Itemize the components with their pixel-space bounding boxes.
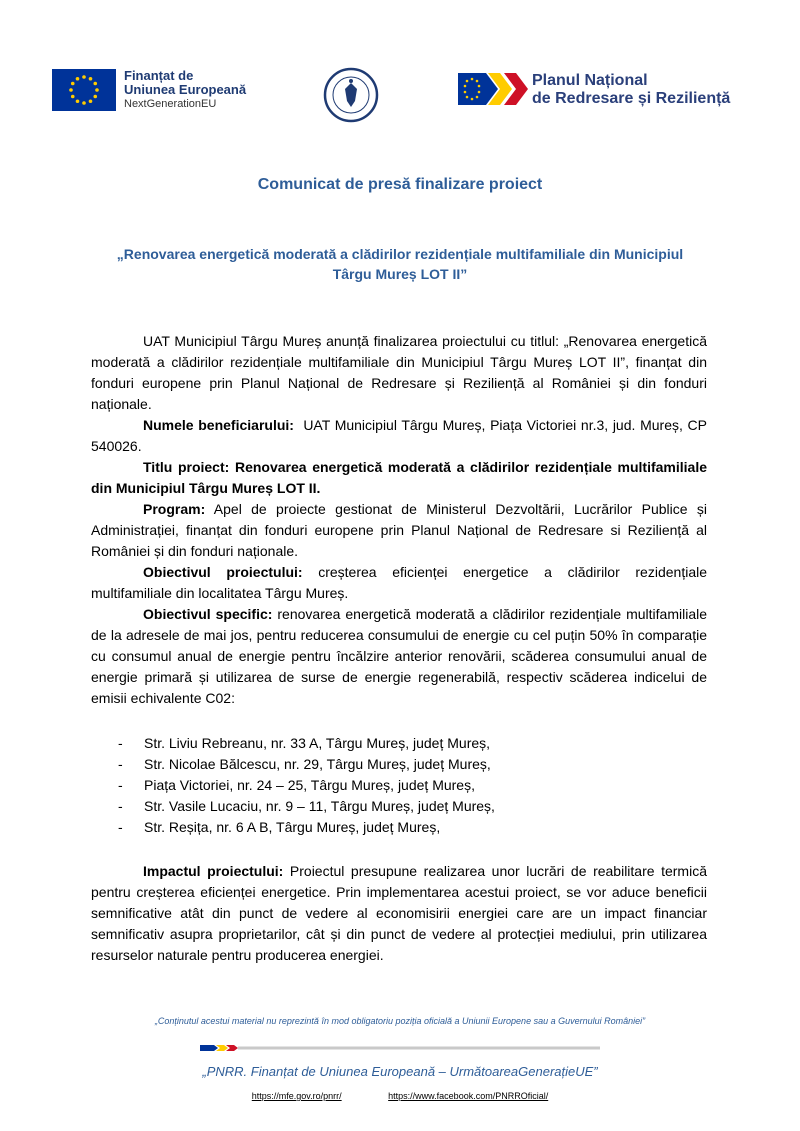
- footer-links: [0, 1091, 800, 1101]
- eu-star: [71, 82, 75, 86]
- beneficiary-paragraph: [91, 415, 707, 457]
- list-item: - Piața Victoriei, nr. 24 – 25, Târgu Mureș, județ Mureș,: [118, 775, 495, 796]
- subtitle-line2: Târgu Mureș LOT II”: [332, 266, 468, 282]
- beneficiary-value: UAT Municipiul Târgu Mureș, Piața Victoriei nr.3, jud. Mureș, CP 540026.: [91, 417, 707, 454]
- eu-star: [76, 99, 80, 103]
- footer-slogan: „PNRR. Finanțat de Uniunea Europeană – UrmătoareaGenerațieUE”: [202, 1064, 598, 1079]
- program-value: Apel de proiecte gestionat de Ministerul Dezvoltării, Lucrărilor Publice și Administrației, finanțat din fonduri europene prin Planul Național de Redresare si Reziliență al României și din fonduri naționale.: [91, 501, 708, 559]
- project-title-value: Renovarea energetică moderată a clădirilor rezidențiale multifamiliale din Municipiul Târgu Mureș LOT II.: [91, 459, 707, 496]
- project-title-paragraph: [91, 457, 707, 499]
- list-item: - Str. Vasile Lucaciu, nr. 9 – 11, Târgu Mureș, județ Mureș,: [118, 796, 495, 817]
- program-label: Program:: [143, 501, 206, 517]
- pnrr-logo-line2: de Redresare și Reziliență: [532, 90, 731, 107]
- list-item: - Str. Nicolae Bălcescu, nr. 29, Târgu Mureș, județ Mureș,: [118, 754, 495, 775]
- eu-star: [89, 99, 93, 103]
- specific-objective-paragraph: [91, 604, 707, 709]
- pnrr-logo-line1: Planul Național: [532, 72, 648, 89]
- eu-logo-line3: NextGenerationEU: [124, 98, 217, 110]
- impact-paragraph: [91, 861, 707, 966]
- eu-star: [82, 75, 86, 79]
- page-title: Comunicat de presă finalizare proiect: [257, 176, 543, 193]
- footer-disclaimer: „Conținutul acestui material nu reprezintă în mod obligatoriu poziția oficială a Uniunii Europene sau a Guvernului României”: [154, 1016, 646, 1026]
- list-item: - Str. Reșița, nr. 6 A B, Târgu Mureș, județ Mureș,: [118, 817, 495, 838]
- beneficiary-label: Numele beneficiarului:: [143, 417, 294, 433]
- eu-flag-icon: [52, 69, 116, 111]
- intro-paragraph: UAT Municipiul Târgu Mureș anunță finalizarea proiectului cu titlul: „Renovarea energetică moderată a clădirilor rezidențiale multifamiliale din Municipiul Târgu Mureș LOT II”, finanțat din fonduri europene prin Planul Național de Redresare și Reziliență al României și din fonduri naționale.: [91, 333, 707, 412]
- impact-section: [91, 861, 707, 966]
- address-list: [118, 733, 495, 838]
- footer-flag-bar: [200, 1045, 600, 1051]
- eu-star: [89, 77, 93, 81]
- project-subtitle: [100, 244, 700, 284]
- objective-value: creșterea eficienței energetice a clădirilor rezidențiale multifamiliale din localitatea Târgu Mureș.: [91, 564, 707, 601]
- eu-star: [93, 95, 97, 99]
- objective-label: Obiectivul proiectului:: [143, 564, 303, 580]
- eu-funding-logo: [52, 69, 277, 111]
- objective-paragraph: [91, 562, 707, 604]
- specific-objective-value: renovarea energetică moderată a clădirilor rezidențiale multifamiliale de la adresele de mai jos, pentru reducerea consumului de energie cu cel puțin 50% în comparație cu consumul anual de energie pentru încălzire anterior renovării, scăderea consumului anual de energie primară și utilizarea de surse de energie regenerabilă, respectiv scăderea indicelui de emisii echivalente C02:: [91, 606, 708, 706]
- subtitle-line1: „Renovarea energetică moderată a clădirilor rezidențiale multifamiliale din Municipiul: [116, 246, 684, 262]
- project-title-label: Titlu proiect:: [143, 459, 230, 475]
- pnrr-logo: [458, 71, 758, 111]
- eu-logo-line2: Uniunea Europeană: [124, 82, 247, 97]
- press-release-body: [91, 331, 707, 709]
- eu-star: [76, 77, 80, 81]
- eu-star: [95, 88, 99, 92]
- eu-logo-line1: Finanțat de: [124, 68, 194, 83]
- eu-star: [69, 88, 73, 92]
- impact-label: Impactul proiectului:: [143, 863, 284, 879]
- guvernul-romaniei-seal: [323, 67, 379, 123]
- impact-value: Proiectul presupune realizarea unor lucrări de reabilitare termică pentru creșterea eficienței energetice. Prin implementarea acestui proiect, se vor aduce beneficii semnificative atât din punct de vedere al economisirii energiei care are un impact financiar semnificativ asupra proprietarilor, cât și din punct de vedere al protecției mediului, prin utilizarea resurselor naturale pentru producerea energiei.: [91, 863, 707, 963]
- facebook-link[interactable]: https://www.facebook.com/PNRROficial/: [388, 1091, 549, 1101]
- eu-star: [93, 82, 97, 86]
- specific-objective-label: Obiectivul specific:: [143, 606, 273, 622]
- list-item: - Str. Liviu Rebreanu, nr. 33 A, Târgu Mureș, județ Mureș,: [118, 733, 495, 754]
- mfe-link[interactable]: https://mfe.gov.ro/pnrr/: [251, 1091, 342, 1101]
- program-paragraph: [91, 499, 707, 562]
- eu-star: [71, 95, 75, 99]
- pnrr-icon: [458, 71, 530, 107]
- eu-star: [82, 101, 86, 105]
